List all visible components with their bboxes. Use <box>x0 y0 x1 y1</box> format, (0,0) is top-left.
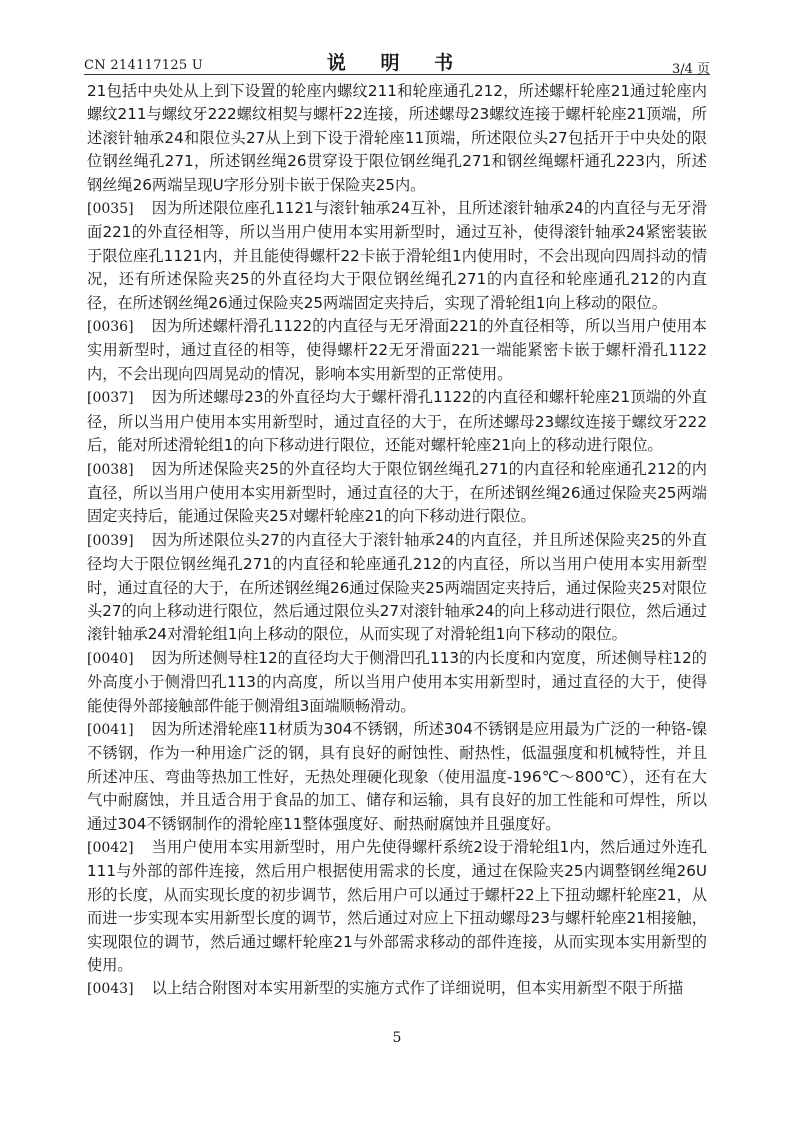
paragraph-text: 因为所述滑轮座11材质为304不锈钢，所述304不锈钢是应用最为广泛的一种铬-镍不锈钢，作为一种用途广泛的钢，具有良好的耐蚀性、耐热性，低温强度和机械特性，并且所述冲压、弯曲等热加工性好，无热处理硬化现象（使用温度-196℃～800℃），还有在大气中耐腐蚀，并且适合用于食品的加工、储存和运输，具有良好的加工性能和可焊性，所以通过304不锈钢制作的滑轮座11整体强度好、耐热耐腐蚀并且强度好。 <box>87 719 707 833</box>
paragraph-number: [0041] <box>87 721 134 738</box>
paragraph-0041 <box>87 718 707 836</box>
page-number: 5 <box>392 1030 402 1046</box>
header-divider <box>84 74 710 75</box>
paragraph-0043 <box>87 977 707 1001</box>
document-title: 说 明 书 <box>326 52 468 74</box>
paragraph-text: 因为所述限位座孔1121与滚针轴承24互补，且所述滚针轴承24的内直径与无牙滑面221的外直径相等，所以当用户使用本实用新型时，通过互补，使得滚针轴承24紧密装嵌于限位座孔1121内，并且能使得螺杆22卡嵌于滑轮组1内使用时，不会出现向四周抖动的情况，还有所述保险夹25的外直径均大于限位钢丝绳孔271的内直径和轮座通孔212的内直径，在所述钢丝绳26通过保险夹25两端固定夹持后，实现了滑轮组1向上移动的限位。 <box>87 199 707 312</box>
paragraph-0037 <box>87 386 707 457</box>
paragraph-number: [0037] <box>87 390 134 407</box>
document-body <box>87 80 707 1002</box>
paragraph-text: 21包括中央处从上到下设置的轮座内螺纹211和轮座通孔212，所述螺杆轮座21通过轮座内螺纹211与螺纹牙222螺纹相契与螺杆22连接，所述螺母23螺纹连接于螺杆轮座21顶端，所述滚针轴承24和限位头27从上到下设于滑轮座11顶端，所述限位头27包括开于中央处的限位钢丝绳孔271，所述钢丝绳26贯穿设于限位钢丝绳孔271和钢丝绳螺杆通孔223内，所述钢丝绳26两端呈现U字形分别卡嵌于保险夹25内。 <box>87 82 707 194</box>
paragraph-continuation <box>87 80 707 197</box>
paragraph-number: [0036] <box>87 319 134 336</box>
paragraph-number: [0042] <box>87 840 134 856</box>
paragraph-number: [0038] <box>87 461 134 478</box>
paragraph-0035 <box>87 197 707 315</box>
paragraph-text: 因为所述螺母23的外直径均大于螺杆滑孔1122的内直径和螺杆轮座21顶端的外直径，所以当用户使用本实用新型时，通过直径的大于，在所述螺母23螺纹连接于螺纹牙222后，能对所述滑轮组1的向下移动进行限位，还能对螺杆轮座21向上的移动进行限位。 <box>87 388 707 455</box>
paragraph-text: 因为所述限位头27的内直径大于滚针轴承24的内直径，并且所述保险夹25的外直径均大于限位钢丝绳孔271的内直径和轮座通孔212的内直径，所以当用户使用本实用新型时，通过直径的大于，在所述钢丝绳26通过保险夹25两端固定夹持后，通过保险夹25对限位头27的向上移动进行限位，然后通过限位头27对滚针轴承24的向上移动进行限位，然后通过滚针轴承24对滑轮组1向上移动的限位，从而实现了对滑轮组1向下移动的限位。 <box>87 530 707 644</box>
paragraph-0038 <box>87 458 707 529</box>
paragraph-number: [0043] <box>87 981 134 998</box>
paragraph-text: 因为所述保险夹25的外直径均大于限位钢丝绳孔271的内直径和轮座通孔212的内直径，所以当用户使用本实用新型时，通过直径的大于，在所述钢丝绳26通过保险夹25两端固定夹持后，能通过保险夹25对螺杆轮座21的向下移动进行限位。 <box>87 459 707 526</box>
paragraph-0042 <box>87 836 707 977</box>
paragraph-number: [0040] <box>87 650 134 667</box>
paragraph-text: 因为所述侧导柱12的直径均大于侧滑凹孔113的内长度和内宽度，所述侧导柱12的外高度小于侧滑凹孔113的内高度，所以当用户使用本实用新型时，通过直径的大于，使得能使得外部接触部件能于侧滑组3面端顺畅滑动。 <box>87 648 707 715</box>
page-header <box>84 44 710 77</box>
document-number: CN 214117125 U <box>84 58 204 73</box>
paragraph-0039 <box>87 529 707 647</box>
paragraph-0040 <box>87 647 707 718</box>
paragraph-0036 <box>87 315 707 386</box>
paragraph-text: 因为所述螺杆滑孔1122的内直径与无牙滑面221的外直径相等，所以当用户使用本实用新型时，通过直径的相等，使得螺杆22无牙滑面221一端能紧密卡嵌于螺杆滑孔1122内，不会出现向四周晃动的情况，影响本实用新型的正常使用。 <box>87 317 707 383</box>
paragraph-text: 当用户使用本实用新型时，用户先使得螺杆系统2设于滑轮组1内，然后通过外连孔111与外部的部件连接，然后用户根据使用需求的长度，通过在保险夹25内调整钢丝绳26U形的长度，从而实现长度的初步调节，然后用户可以通过于螺杆22上下扭动螺杆轮座21，从而进一步实现本实用新型长度的调节，然后通过对应上下扭动螺母23与螺杆轮座21相接触，实现限位的调节，然后通过螺杆轮座21与外部需求移动的部件连接，从而实现本实用新型的使用。 <box>87 838 707 975</box>
paragraph-number: [0035] <box>87 201 134 218</box>
paragraph-number: [0039] <box>87 532 134 549</box>
page-indicator: 3/4 页 <box>671 62 710 77</box>
paragraph-text: 以上结合附图对本实用新型的实施方式作了详细说明，但本实用新型不限于所描 <box>151 979 684 998</box>
